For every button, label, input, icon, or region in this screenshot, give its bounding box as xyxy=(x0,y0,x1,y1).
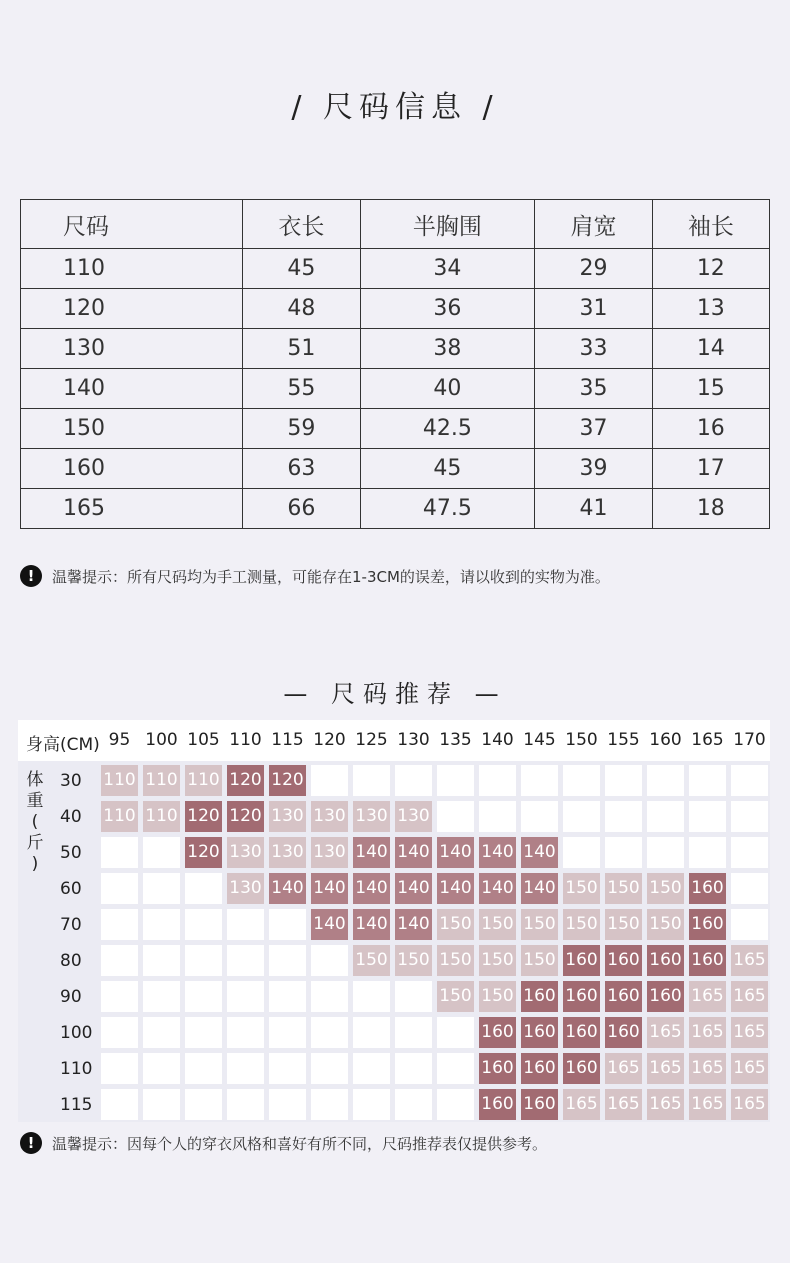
empty-cell xyxy=(311,1053,348,1084)
size-recommend-cell: 165 xyxy=(563,1089,600,1120)
table-cell: 41 xyxy=(535,489,652,529)
empty-cell xyxy=(185,1089,222,1120)
table-cell: 165 xyxy=(21,489,243,529)
size-recommend-cell: 160 xyxy=(563,945,600,976)
size-recommend-cell: 130 xyxy=(269,837,306,868)
size-recommend-cell: 150 xyxy=(479,909,516,940)
empty-cell xyxy=(563,801,600,832)
empty-cell xyxy=(269,1017,306,1048)
size-recommend-cell: 165 xyxy=(731,1017,768,1048)
height-tick: 125 xyxy=(355,730,388,750)
size-recommend-cell: 130 xyxy=(269,801,306,832)
size-recommend-chart xyxy=(18,720,770,1122)
weight-tick: 110 xyxy=(60,1059,93,1079)
table-cell: 45 xyxy=(243,249,360,289)
height-header-row xyxy=(18,720,770,761)
empty-cell xyxy=(353,1053,390,1084)
size-recommend-cell: 110 xyxy=(101,801,138,832)
table-row xyxy=(21,449,770,489)
size-recommend-cell: 120 xyxy=(269,765,306,796)
empty-cell xyxy=(185,909,222,940)
empty-cell xyxy=(143,981,180,1012)
size-recommend-cell: 160 xyxy=(605,981,642,1012)
height-tick: 110 xyxy=(229,730,262,750)
table-row xyxy=(21,489,770,529)
empty-cell xyxy=(689,765,726,796)
recommend-tip xyxy=(20,1132,547,1154)
empty-cell xyxy=(731,873,768,904)
empty-cell xyxy=(731,765,768,796)
empty-cell xyxy=(269,1053,306,1084)
size-recommend-cell: 140 xyxy=(437,873,474,904)
size-recommend-cell: 160 xyxy=(689,873,726,904)
empty-cell xyxy=(143,945,180,976)
weight-tick: 70 xyxy=(60,915,82,935)
size-recommend-cell: 165 xyxy=(689,1053,726,1084)
empty-cell xyxy=(647,765,684,796)
empty-cell xyxy=(227,945,264,976)
size-recommend-cell: 130 xyxy=(395,801,432,832)
empty-cell xyxy=(437,1017,474,1048)
weight-tick: 50 xyxy=(60,843,82,863)
height-tick: 120 xyxy=(313,730,346,750)
table-cell: 35 xyxy=(535,369,652,409)
size-info-table xyxy=(20,199,770,529)
empty-cell xyxy=(185,873,222,904)
size-recommend-cell: 150 xyxy=(647,873,684,904)
empty-cell xyxy=(143,873,180,904)
table-cell: 14 xyxy=(652,329,769,369)
empty-cell xyxy=(563,837,600,868)
empty-cell xyxy=(101,1089,138,1120)
table-cell: 48 xyxy=(243,289,360,329)
table-cell: 38 xyxy=(360,329,535,369)
size-recommend-cell: 110 xyxy=(143,801,180,832)
empty-cell xyxy=(269,945,306,976)
header-length: 衣长 xyxy=(243,200,360,249)
table-cell: 140 xyxy=(21,369,243,409)
table-cell: 12 xyxy=(652,249,769,289)
table-cell: 29 xyxy=(535,249,652,289)
empty-cell xyxy=(143,909,180,940)
empty-cell xyxy=(101,837,138,868)
size-recommend-cell: 140 xyxy=(521,837,558,868)
empty-cell xyxy=(311,981,348,1012)
empty-cell xyxy=(143,1053,180,1084)
size-recommend-cell: 140 xyxy=(479,873,516,904)
table-cell: 36 xyxy=(360,289,535,329)
table-cell: 47.5 xyxy=(360,489,535,529)
height-tick: 130 xyxy=(397,730,430,750)
empty-cell xyxy=(731,837,768,868)
empty-cell xyxy=(479,801,516,832)
height-label: 身高(CM) xyxy=(26,735,100,755)
size-recommend-cell: 165 xyxy=(605,1089,642,1120)
size-recommend-cell: 160 xyxy=(521,1053,558,1084)
table-cell: 18 xyxy=(652,489,769,529)
empty-cell xyxy=(605,837,642,868)
height-tick: 165 xyxy=(691,730,724,750)
table-row xyxy=(21,289,770,329)
size-recommend-cell: 140 xyxy=(353,909,390,940)
size-recommend-cell: 160 xyxy=(521,1089,558,1120)
empty-cell xyxy=(227,1089,264,1120)
weight-tick: 90 xyxy=(60,987,82,1007)
size-recommend-cell: 165 xyxy=(689,1017,726,1048)
height-tick: 105 xyxy=(187,730,220,750)
weight-label-char: 体 xyxy=(26,770,44,790)
table-cell: 34 xyxy=(360,249,535,289)
table-header-row xyxy=(21,200,770,249)
empty-cell xyxy=(101,873,138,904)
size-recommend-cell: 150 xyxy=(437,981,474,1012)
size-recommend-cell: 150 xyxy=(437,909,474,940)
empty-cell xyxy=(143,1089,180,1120)
size-recommend-cell: 150 xyxy=(521,909,558,940)
header-shoulder: 肩宽 xyxy=(535,200,652,249)
empty-cell xyxy=(101,909,138,940)
height-tick: 145 xyxy=(523,730,556,750)
size-recommend-cell: 150 xyxy=(563,909,600,940)
empty-cell xyxy=(269,909,306,940)
table-cell: 130 xyxy=(21,329,243,369)
size-recommend-cell: 150 xyxy=(605,873,642,904)
tip-text: 温馨提示：所有尺码均为手工测量，可能存在1-3CM的误差，请以收到的实物为准。 xyxy=(52,567,610,586)
empty-cell xyxy=(227,1053,264,1084)
size-recommend-cell: 160 xyxy=(605,945,642,976)
empty-cell xyxy=(395,1089,432,1120)
empty-cell xyxy=(227,1017,264,1048)
empty-cell xyxy=(647,837,684,868)
empty-cell xyxy=(437,801,474,832)
size-recommend-cell: 140 xyxy=(353,873,390,904)
empty-cell xyxy=(437,765,474,796)
size-recommend-cell: 165 xyxy=(731,945,768,976)
table-cell: 40 xyxy=(360,369,535,409)
weight-label xyxy=(24,770,46,875)
exclamation-icon: ! xyxy=(20,1132,42,1154)
empty-cell xyxy=(479,765,516,796)
size-recommend-cell: 160 xyxy=(647,945,684,976)
empty-cell xyxy=(269,1089,306,1120)
height-tick: 140 xyxy=(481,730,514,750)
size-recommend-cell: 130 xyxy=(227,873,264,904)
weight-tick: 30 xyxy=(60,771,82,791)
empty-cell xyxy=(311,765,348,796)
size-recommend-cell: 150 xyxy=(479,981,516,1012)
size-recommend-cell: 165 xyxy=(731,1053,768,1084)
size-recommend-cell: 160 xyxy=(479,1089,516,1120)
empty-cell xyxy=(227,909,264,940)
empty-cell xyxy=(395,1017,432,1048)
size-recommend-cell: 160 xyxy=(521,981,558,1012)
size-recommend-cell: 165 xyxy=(647,1053,684,1084)
table-cell: 160 xyxy=(21,449,243,489)
weight-label-char: 重 xyxy=(26,791,44,811)
size-recommend-cell: 140 xyxy=(311,873,348,904)
empty-cell xyxy=(395,765,432,796)
size-recommend-cell: 130 xyxy=(227,837,264,868)
size-recommend-cell: 140 xyxy=(437,837,474,868)
empty-cell xyxy=(101,945,138,976)
empty-cell xyxy=(185,981,222,1012)
size-recommend-cell: 140 xyxy=(521,873,558,904)
empty-cell xyxy=(689,801,726,832)
recommend-title: — 尺码推荐 — xyxy=(283,680,507,708)
height-tick: 115 xyxy=(271,730,304,750)
empty-cell xyxy=(521,765,558,796)
size-recommend-cell: 165 xyxy=(605,1053,642,1084)
size-recommend-cell: 150 xyxy=(395,945,432,976)
empty-cell xyxy=(395,981,432,1012)
weight-tick: 115 xyxy=(60,1095,93,1115)
size-recommend-cell: 140 xyxy=(479,837,516,868)
empty-cell xyxy=(227,981,264,1012)
table-cell: 37 xyxy=(535,409,652,449)
tip-text: 温馨提示：因每个人的穿衣风格和喜好有所不同，尺码推荐表仅提供参考。 xyxy=(52,1134,548,1153)
table-cell: 31 xyxy=(535,289,652,329)
empty-cell xyxy=(395,1053,432,1084)
empty-cell xyxy=(437,1089,474,1120)
size-recommend-cell: 120 xyxy=(227,765,264,796)
table-cell: 51 xyxy=(243,329,360,369)
size-recommend-cell: 160 xyxy=(521,1017,558,1048)
table-cell: 110 xyxy=(21,249,243,289)
empty-cell xyxy=(143,1017,180,1048)
height-tick: 170 xyxy=(733,730,766,750)
table-cell: 120 xyxy=(21,289,243,329)
size-recommend-cell: 150 xyxy=(647,909,684,940)
empty-cell xyxy=(185,1053,222,1084)
size-recommend-cell: 120 xyxy=(227,801,264,832)
size-recommend-cell: 130 xyxy=(353,801,390,832)
header-sleeve: 袖长 xyxy=(652,200,769,249)
size-recommend-cell: 160 xyxy=(479,1053,516,1084)
empty-cell xyxy=(731,909,768,940)
height-tick: 135 xyxy=(439,730,472,750)
header-size: 尺码 xyxy=(21,200,243,249)
weight-tick: 40 xyxy=(60,807,82,827)
empty-cell xyxy=(647,801,684,832)
size-recommend-cell: 150 xyxy=(521,945,558,976)
empty-cell xyxy=(101,1053,138,1084)
empty-cell xyxy=(563,765,600,796)
weight-tick: 80 xyxy=(60,951,82,971)
size-recommend-cell: 140 xyxy=(353,837,390,868)
height-tick: 160 xyxy=(649,730,682,750)
size-recommend-cell: 130 xyxy=(311,837,348,868)
weight-label-char: ( xyxy=(31,812,39,832)
size-recommend-cell: 165 xyxy=(689,1089,726,1120)
empty-cell xyxy=(605,765,642,796)
size-recommend-cell: 160 xyxy=(689,909,726,940)
empty-cell xyxy=(101,1017,138,1048)
table-cell: 59 xyxy=(243,409,360,449)
table-cell: 15 xyxy=(652,369,769,409)
size-recommend-cell: 150 xyxy=(479,945,516,976)
size-recommend-cell: 150 xyxy=(605,909,642,940)
empty-cell xyxy=(143,837,180,868)
exclamation-icon: ! xyxy=(20,565,42,587)
size-recommend-cell: 150 xyxy=(437,945,474,976)
size-recommend-cell: 130 xyxy=(311,801,348,832)
size-info-tip xyxy=(20,565,610,587)
weight-tick: 100 xyxy=(60,1023,93,1043)
empty-cell xyxy=(311,945,348,976)
table-cell: 16 xyxy=(652,409,769,449)
height-tick: 95 xyxy=(108,730,131,750)
size-recommend-cell: 160 xyxy=(563,1017,600,1048)
size-recommend-cell: 160 xyxy=(689,945,726,976)
size-recommend-cell: 140 xyxy=(269,873,306,904)
empty-cell xyxy=(437,1053,474,1084)
table-cell: 150 xyxy=(21,409,243,449)
empty-cell xyxy=(353,981,390,1012)
empty-cell xyxy=(101,981,138,1012)
size-recommend-cell: 165 xyxy=(689,981,726,1012)
empty-cell xyxy=(185,945,222,976)
size-recommend-cell: 165 xyxy=(647,1089,684,1120)
empty-cell xyxy=(269,981,306,1012)
header-half-chest: 半胸围 xyxy=(360,200,535,249)
table-row xyxy=(21,409,770,449)
weight-label-char: ) xyxy=(31,854,39,874)
weight-tick: 60 xyxy=(60,879,82,899)
table-cell: 39 xyxy=(535,449,652,489)
size-recommend-cell: 110 xyxy=(185,765,222,796)
table-cell: 33 xyxy=(535,329,652,369)
empty-cell xyxy=(605,801,642,832)
weight-label-char: 斤 xyxy=(26,833,44,853)
empty-cell xyxy=(353,1089,390,1120)
empty-cell xyxy=(521,801,558,832)
size-recommend-cell: 165 xyxy=(647,1017,684,1048)
table-cell: 66 xyxy=(243,489,360,529)
table-cell: 45 xyxy=(360,449,535,489)
table-row xyxy=(21,249,770,289)
empty-cell xyxy=(311,1017,348,1048)
empty-cell xyxy=(689,837,726,868)
height-tick: 150 xyxy=(565,730,598,750)
size-recommend-cell: 140 xyxy=(395,837,432,868)
size-recommend-cell: 160 xyxy=(605,1017,642,1048)
height-tick: 155 xyxy=(607,730,640,750)
table-cell: 13 xyxy=(652,289,769,329)
size-recommend-cell: 165 xyxy=(731,981,768,1012)
size-recommend-cell: 120 xyxy=(185,801,222,832)
size-recommend-cell: 160 xyxy=(563,981,600,1012)
size-recommend-cell: 165 xyxy=(731,1089,768,1120)
size-recommend-cell: 120 xyxy=(185,837,222,868)
height-tick: 100 xyxy=(145,730,178,750)
empty-cell xyxy=(311,1089,348,1120)
size-info-title: / 尺码信息 / xyxy=(291,90,499,125)
size-recommend-cell: 150 xyxy=(353,945,390,976)
empty-cell xyxy=(731,801,768,832)
empty-cell xyxy=(185,1017,222,1048)
table-cell: 63 xyxy=(243,449,360,489)
size-recommend-cell: 140 xyxy=(395,909,432,940)
table-cell: 42.5 xyxy=(360,409,535,449)
size-recommend-cell: 160 xyxy=(647,981,684,1012)
empty-cell xyxy=(353,765,390,796)
table-cell: 55 xyxy=(243,369,360,409)
table-cell: 17 xyxy=(652,449,769,489)
size-recommend-cell: 160 xyxy=(479,1017,516,1048)
empty-cell xyxy=(353,1017,390,1048)
size-recommend-cell: 140 xyxy=(395,873,432,904)
size-recommend-cell: 140 xyxy=(311,909,348,940)
size-recommend-cell: 110 xyxy=(143,765,180,796)
size-recommend-cell: 160 xyxy=(563,1053,600,1084)
table-row xyxy=(21,369,770,409)
size-recommend-cell: 110 xyxy=(101,765,138,796)
table-row xyxy=(21,329,770,369)
size-recommend-cell: 150 xyxy=(563,873,600,904)
